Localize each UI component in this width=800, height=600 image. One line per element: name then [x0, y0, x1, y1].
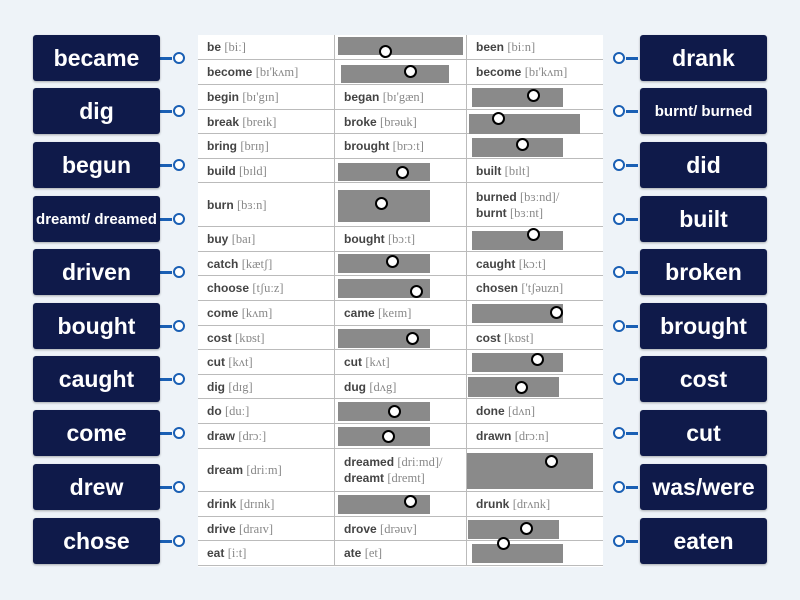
table-row [198, 375, 603, 399]
drop-zone[interactable] [472, 88, 563, 107]
verb-word: done [476, 404, 505, 418]
drop-target-pin[interactable] [388, 405, 401, 418]
table-cell [467, 326, 603, 349]
table-cell [335, 227, 467, 251]
connector-dot[interactable] [613, 266, 625, 278]
phonetic-transcription: [biː] [224, 40, 246, 54]
verb-word: build [207, 163, 236, 178]
verb-form [344, 231, 466, 247]
drop-target-pin[interactable] [516, 138, 529, 151]
phonetic-transcription: [bɔːt] [388, 232, 416, 246]
connector-dot[interactable] [173, 159, 185, 171]
phonetic-transcription: [tʃuːz] [252, 281, 284, 295]
table-row [198, 60, 603, 85]
draggable-answer-chose[interactable]: chose [33, 518, 160, 564]
connector-line [160, 110, 172, 113]
connector-dot[interactable] [173, 266, 185, 278]
verb-word: dig [207, 379, 225, 394]
connector-dot[interactable] [173, 213, 185, 225]
verb-form [207, 138, 334, 154]
verb-word: come [207, 306, 239, 320]
table-cell [198, 85, 335, 109]
table-cell [198, 159, 335, 182]
verb-word: catch [207, 256, 239, 271]
drop-zone[interactable] [341, 65, 449, 83]
phonetic-transcription: [drɔːn] [514, 429, 549, 443]
drop-zone[interactable] [338, 37, 463, 55]
phonetic-transcription: [kʌt] [228, 355, 253, 369]
table-row [198, 541, 603, 566]
connector-dot[interactable] [173, 481, 185, 493]
connector-line [160, 432, 172, 435]
verb-word: cut [344, 355, 362, 369]
verb-form [207, 462, 334, 478]
table-cell [335, 517, 467, 540]
table-cell [335, 541, 467, 565]
table-row [198, 159, 603, 183]
draggable-answer-dreamt--dreamed[interactable]: dreamt/ dreamed [33, 196, 160, 242]
table-row [198, 492, 603, 517]
drop-target-pin[interactable] [396, 166, 409, 179]
phonetic-transcription: [dremt] [387, 471, 425, 485]
verb-form [476, 256, 603, 272]
verb-form [344, 89, 466, 105]
phonetic-transcription: [kætʃ] [241, 256, 273, 271]
verb-word: be [207, 40, 222, 54]
verb-form [344, 521, 466, 537]
drop-zone[interactable] [338, 254, 430, 273]
phonetic-transcription: [bɪ'kʌm] [255, 65, 299, 79]
table-row [198, 85, 603, 110]
connector-dot[interactable] [613, 373, 625, 385]
drop-zone[interactable] [338, 163, 430, 181]
connector-dot[interactable] [173, 52, 185, 64]
draggable-answer-brought[interactable]: brought [640, 303, 767, 349]
phonetic-transcription: [iːt] [227, 546, 247, 560]
draggable-answer-drank[interactable]: drank [640, 35, 767, 81]
verb-form [207, 330, 334, 346]
verb-word: break [207, 114, 240, 129]
verb-form [207, 305, 334, 321]
verb-form [476, 428, 603, 444]
table-cell [335, 375, 467, 398]
verb-form [344, 379, 466, 395]
verb-form [207, 114, 334, 130]
verb-word: cost [207, 330, 232, 345]
drop-target-pin[interactable] [379, 45, 392, 58]
connector-dot[interactable] [173, 535, 185, 547]
connector-line [160, 164, 172, 167]
phonetic-transcription: [drɪnk] [239, 497, 275, 511]
verb-form [344, 545, 466, 561]
verb-form [344, 114, 466, 130]
drop-target-pin[interactable] [386, 255, 399, 268]
phonetic-transcription: [brəuk] [380, 114, 417, 129]
draggable-answer-eaten[interactable]: eaten [640, 518, 767, 564]
phonetic-transcription: [draɪv] [239, 521, 274, 536]
verb-word: cut [207, 355, 225, 369]
verb-word: dream [207, 463, 244, 477]
connector-line [160, 486, 172, 489]
table-row [198, 449, 603, 492]
connector-dot[interactable] [173, 320, 185, 332]
table-cell [335, 110, 467, 133]
table-cell [198, 301, 335, 325]
table-row [198, 424, 603, 449]
table-cell [198, 449, 335, 491]
table-cell [198, 424, 335, 448]
connector-dot[interactable] [173, 373, 185, 385]
phonetic-transcription: [kɔːt] [518, 256, 546, 271]
verb-word: began [344, 90, 380, 104]
draggable-answer-became[interactable]: became [33, 35, 160, 81]
draggable-answer-broken[interactable]: broken [640, 249, 767, 295]
verb-form [476, 189, 603, 205]
drop-zone[interactable] [338, 402, 430, 421]
draggable-answer-cut[interactable]: cut [640, 410, 767, 456]
table-cell [198, 227, 335, 251]
table-cell [198, 134, 335, 158]
phonetic-transcription: [breɪk] [242, 114, 277, 129]
drop-zone[interactable] [472, 231, 563, 250]
phonetic-transcription: [dʌg] [369, 379, 397, 394]
connector-dot[interactable] [613, 427, 625, 439]
table-cell [198, 350, 335, 374]
verb-word: built [476, 163, 502, 178]
verb-form [344, 305, 466, 321]
drop-zone[interactable] [468, 377, 559, 397]
table-cell [335, 134, 467, 158]
verb-form [476, 280, 603, 296]
verb-word: drove [344, 521, 377, 536]
connector-line [626, 486, 638, 489]
verb-form [207, 354, 334, 370]
draggable-answer-drew[interactable]: drew [33, 464, 160, 510]
table-cell [467, 276, 603, 300]
verb-form [207, 496, 334, 512]
table-row [198, 399, 603, 424]
connector-dot[interactable] [613, 213, 625, 225]
connector-line [160, 271, 172, 274]
phonetic-transcription: [kʌt] [365, 355, 390, 369]
phonetic-transcription: [kɒst] [504, 330, 534, 345]
table-row [198, 183, 603, 227]
verb-word: drive [207, 521, 236, 536]
table-cell [467, 35, 603, 59]
drop-target-pin[interactable] [497, 537, 510, 550]
table-cell [198, 276, 335, 300]
drop-target-pin[interactable] [527, 89, 540, 102]
verb-word: brought [344, 139, 390, 153]
connector-dot[interactable] [173, 105, 185, 117]
verb-word: buy [207, 232, 229, 246]
connector-line [626, 325, 638, 328]
connector-line [160, 325, 172, 328]
table-cell [198, 183, 335, 226]
verb-form [207, 280, 334, 296]
table-cell [198, 517, 335, 540]
connector-line [160, 540, 172, 543]
table-cell [467, 252, 603, 275]
verb-word: drawn [476, 429, 512, 443]
drop-target-pin[interactable] [375, 197, 388, 210]
verb-form [344, 138, 466, 154]
table-row [198, 227, 603, 252]
phonetic-transcription: [dʌn] [508, 404, 536, 418]
verb-table [198, 35, 603, 567]
table-cell [467, 159, 603, 182]
verb-form [207, 163, 334, 179]
table-cell [335, 449, 467, 491]
verb-word: cost [476, 330, 501, 345]
table-cell [198, 326, 335, 349]
draggable-answer-dig[interactable]: dig [33, 88, 160, 134]
phonetic-transcription: [bɜːnt] [510, 205, 544, 220]
verb-word: dug [344, 379, 366, 394]
connector-dot[interactable] [173, 427, 185, 439]
table-row [198, 326, 603, 350]
verb-form [207, 428, 334, 444]
drop-target-pin[interactable] [406, 332, 419, 345]
connector-dot[interactable] [613, 320, 625, 332]
table-row [198, 301, 603, 326]
verb-form [207, 197, 334, 213]
phonetic-transcription: [drɔː] [238, 429, 267, 443]
draggable-answer-come[interactable]: come [33, 410, 160, 456]
verb-word: begin [207, 90, 239, 104]
phonetic-transcription: [keɪm] [378, 306, 412, 320]
draggable-answer-built[interactable]: built [640, 196, 767, 242]
connector-line [626, 57, 638, 60]
connector-line [160, 57, 172, 60]
drop-target-pin[interactable] [545, 455, 558, 468]
table-row [198, 350, 603, 375]
table-row [198, 35, 603, 60]
connector-line [626, 432, 638, 435]
verb-word: become [207, 65, 253, 79]
table-cell [198, 375, 335, 398]
phonetic-transcription: [bɪld] [239, 163, 267, 178]
drop-zone[interactable] [467, 453, 593, 489]
verb-word: choose [207, 281, 250, 295]
table-cell [467, 424, 603, 448]
verb-word: ate [344, 546, 362, 560]
phonetic-transcription: [brɪŋ] [240, 139, 269, 153]
verb-word: burnt [476, 205, 507, 220]
drop-target-pin[interactable] [550, 306, 563, 319]
drop-target-pin[interactable] [410, 285, 423, 298]
connector-line [160, 218, 172, 221]
verb-word: drink [207, 497, 237, 511]
verb-form [476, 403, 603, 419]
verb-form [476, 205, 603, 221]
drop-target-pin[interactable] [515, 381, 528, 394]
draggable-answer-cost[interactable]: cost [640, 356, 767, 402]
drop-target-pin[interactable] [382, 430, 395, 443]
verb-word: do [207, 404, 222, 418]
verb-form [207, 403, 334, 419]
table-cell [467, 399, 603, 423]
drop-zone[interactable] [472, 353, 563, 372]
table-cell [335, 301, 467, 325]
phonetic-transcription: [bɪ'gæn] [382, 90, 424, 104]
table-cell [198, 252, 335, 275]
verb-word: burned [476, 189, 517, 204]
table-cell [335, 85, 467, 109]
verb-word: draw [207, 429, 236, 443]
drop-target-pin[interactable] [520, 522, 533, 535]
connector-dot[interactable] [613, 159, 625, 171]
table-cell [198, 110, 335, 133]
verb-form [207, 379, 334, 395]
draggable-answer-caught[interactable]: caught [33, 356, 160, 402]
table-cell [198, 399, 335, 423]
table-cell [467, 183, 603, 226]
table-cell [467, 492, 603, 516]
phonetic-transcription: [bɜːn] [237, 197, 267, 212]
verb-word: drunk [476, 497, 510, 511]
draggable-answer-did[interactable]: did [640, 142, 767, 188]
verb-word: become [476, 65, 522, 79]
verb-word: came [344, 306, 375, 320]
phonetic-transcription: [dɪg] [228, 379, 253, 394]
phonetic-transcription: [drʌnk] [512, 497, 551, 511]
verb-form [344, 454, 466, 470]
drop-target-pin[interactable] [492, 112, 505, 125]
connector-line [626, 110, 638, 113]
verb-word: chosen [476, 281, 519, 295]
connector-dot[interactable] [613, 105, 625, 117]
phonetic-transcription: [driːm] [246, 463, 282, 477]
phonetic-transcription: [bɪlt] [504, 163, 530, 178]
table-cell [198, 35, 335, 59]
verb-word: caught [476, 256, 516, 271]
verb-form [207, 256, 334, 272]
verb-form [207, 231, 334, 247]
verb-form [207, 521, 334, 537]
phonetic-transcription: [baɪ] [231, 232, 256, 246]
drop-zone[interactable] [469, 114, 580, 134]
verb-form [476, 330, 603, 346]
draggable-answer-burnt--burned[interactable]: burnt/ burned [640, 88, 767, 134]
phonetic-transcription: ['tʃəuzn] [521, 281, 564, 295]
verb-form [207, 545, 334, 561]
draggable-answer-bought[interactable]: bought [33, 303, 160, 349]
verb-word: burn [207, 197, 234, 212]
verb-word: been [476, 40, 505, 54]
connector-line [160, 378, 172, 381]
phonetic-transcription: [drəuv] [380, 521, 417, 536]
phonetic-transcription: [bɪ'kʌm] [524, 65, 568, 79]
connector-dot[interactable] [613, 481, 625, 493]
connector-line [626, 378, 638, 381]
verb-form [476, 163, 603, 179]
verb-word: dreamt [344, 471, 385, 485]
connector-line [626, 218, 638, 221]
verb-word: eat [207, 546, 225, 560]
verb-form [476, 39, 603, 55]
draggable-answer-begun[interactable]: begun [33, 142, 160, 188]
verb-form [344, 354, 466, 370]
phonetic-transcription: [brɔːt] [392, 139, 424, 153]
phonetic-transcription: [kɒst] [235, 330, 265, 345]
table-row [198, 252, 603, 276]
connector-line [626, 540, 638, 543]
verb-word: bring [207, 139, 237, 153]
verb-form [476, 496, 603, 512]
verb-form [476, 64, 603, 80]
draggable-answer-driven[interactable]: driven [33, 249, 160, 295]
drop-target-pin[interactable] [404, 495, 417, 508]
drop-zone[interactable] [468, 520, 559, 539]
drop-target-pin[interactable] [531, 353, 544, 366]
phonetic-transcription: [duː] [225, 404, 250, 418]
verb-word: bought [344, 232, 385, 246]
phonetic-transcription: [driːmd]/ [397, 455, 443, 469]
table-cell [335, 350, 467, 374]
phonetic-transcription: [kʌm] [241, 306, 273, 320]
verb-form [207, 39, 334, 55]
drop-target-pin[interactable] [404, 65, 417, 78]
verb-word: broke [344, 114, 377, 129]
phonetic-transcription: [biːn] [507, 40, 536, 54]
phonetic-transcription: [bɜːnd]/ [520, 189, 560, 204]
table-cell [198, 541, 335, 565]
phonetic-transcription: [et] [364, 546, 383, 560]
table-cell [467, 60, 603, 84]
table-row [198, 517, 603, 541]
table-cell [198, 60, 335, 84]
verb-form [207, 64, 334, 80]
drop-zone[interactable] [472, 544, 563, 563]
verb-form [207, 89, 334, 105]
table-row [198, 276, 603, 301]
verb-word: dreamed [344, 455, 395, 469]
phonetic-transcription: [bɪ'gɪn] [242, 90, 279, 104]
table-cell [198, 492, 335, 516]
drop-target-pin[interactable] [527, 228, 540, 241]
connector-dot[interactable] [613, 52, 625, 64]
connector-line [626, 164, 638, 167]
connector-line [626, 271, 638, 274]
connector-dot[interactable] [613, 535, 625, 547]
verb-form [344, 470, 466, 486]
draggable-answer-was-were[interactable]: was/were [640, 464, 767, 510]
table-row [198, 134, 603, 159]
table-row [198, 110, 603, 134]
